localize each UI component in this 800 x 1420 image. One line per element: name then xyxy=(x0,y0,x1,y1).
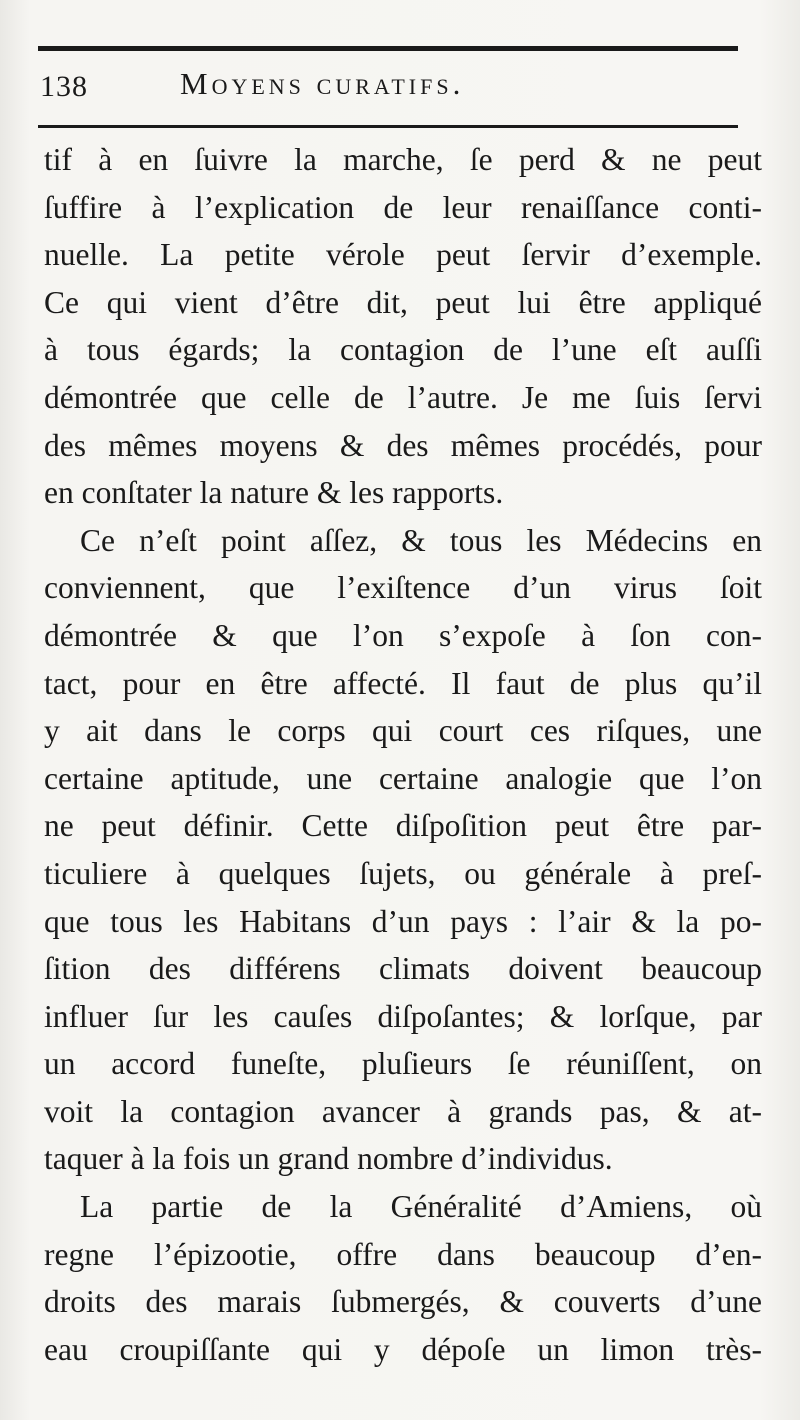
top-rule xyxy=(38,46,738,51)
text-line: ſuffire à l’explication de leur renaiſſance conti- xyxy=(44,189,762,225)
running-head xyxy=(40,64,740,108)
text-line: Ce qui vient d’être dit, peut lui être appliqué xyxy=(44,284,762,320)
text-line: tact, pour en être affecté. Il faut de plus qu’il xyxy=(44,665,762,701)
text-line: ne peut définir. Cette diſpoſition peut être par- xyxy=(44,808,762,844)
text-line: droits des marais ſubmergés, & couverts d’une xyxy=(44,1284,762,1320)
header-rule xyxy=(38,125,738,128)
text-line: eau croupiſſante qui y dépoſe un limon très- xyxy=(44,1331,762,1367)
text-line: certaine aptitude, une certaine analogie que l’on xyxy=(44,760,762,796)
page-number: 138 xyxy=(40,70,88,103)
text-line: conviennent, que l’exiſtence d’un virus ſoit xyxy=(44,570,762,606)
text-line: nuelle. La petite vérole peut ſervir d’exemple. xyxy=(44,237,762,273)
running-title: Moyens curatifs. xyxy=(180,66,465,101)
text-line: ſition des différens climats doivent beaucoup xyxy=(44,951,762,987)
text-line: des mêmes moyens & des mêmes procédés, pour xyxy=(44,427,762,463)
text-line: regne l’épizootie, offre dans beaucoup d’en- xyxy=(44,1236,762,1272)
text-line: taquer à la fois un grand nombre d’individus. xyxy=(44,1141,613,1177)
text-line: y ait dans le corps qui court ces riſques, une xyxy=(44,713,762,749)
text-line: tif à en ſuivre la marche, ſe perd & ne peut xyxy=(44,142,762,177)
text-line: démontrée que celle de l’autre. Je me ſuis ſervi xyxy=(44,379,762,415)
paragraph-first-line: Ce n’eſt point aſſez, & tous les Médecins en xyxy=(80,522,762,558)
text-line: à tous égards; la contagion de l’une eſt auſſi xyxy=(44,332,762,368)
text-line: ticuliere à quelques ſujets, ou générale à preſ- xyxy=(44,855,762,891)
paragraph-first-line: La partie de la Généralité d’Amiens, où xyxy=(80,1189,762,1225)
text-line: que tous les Habitans d’un pays : l’air & la po- xyxy=(44,903,762,939)
text-line: démontrée & que l’on s’expoſe à ſon con- xyxy=(44,617,762,653)
body-text xyxy=(44,136,762,1373)
text-line: influer ſur les cauſes diſpoſantes; & lorſque, par xyxy=(44,998,762,1034)
text-line: en conſtater la nature & les rapports. xyxy=(44,475,504,511)
text-line: voit la contagion avancer à grands pas, & at- xyxy=(44,1093,762,1129)
text-line: un accord funeſte, pluſieurs ſe réuniſſent, on xyxy=(44,1046,762,1082)
